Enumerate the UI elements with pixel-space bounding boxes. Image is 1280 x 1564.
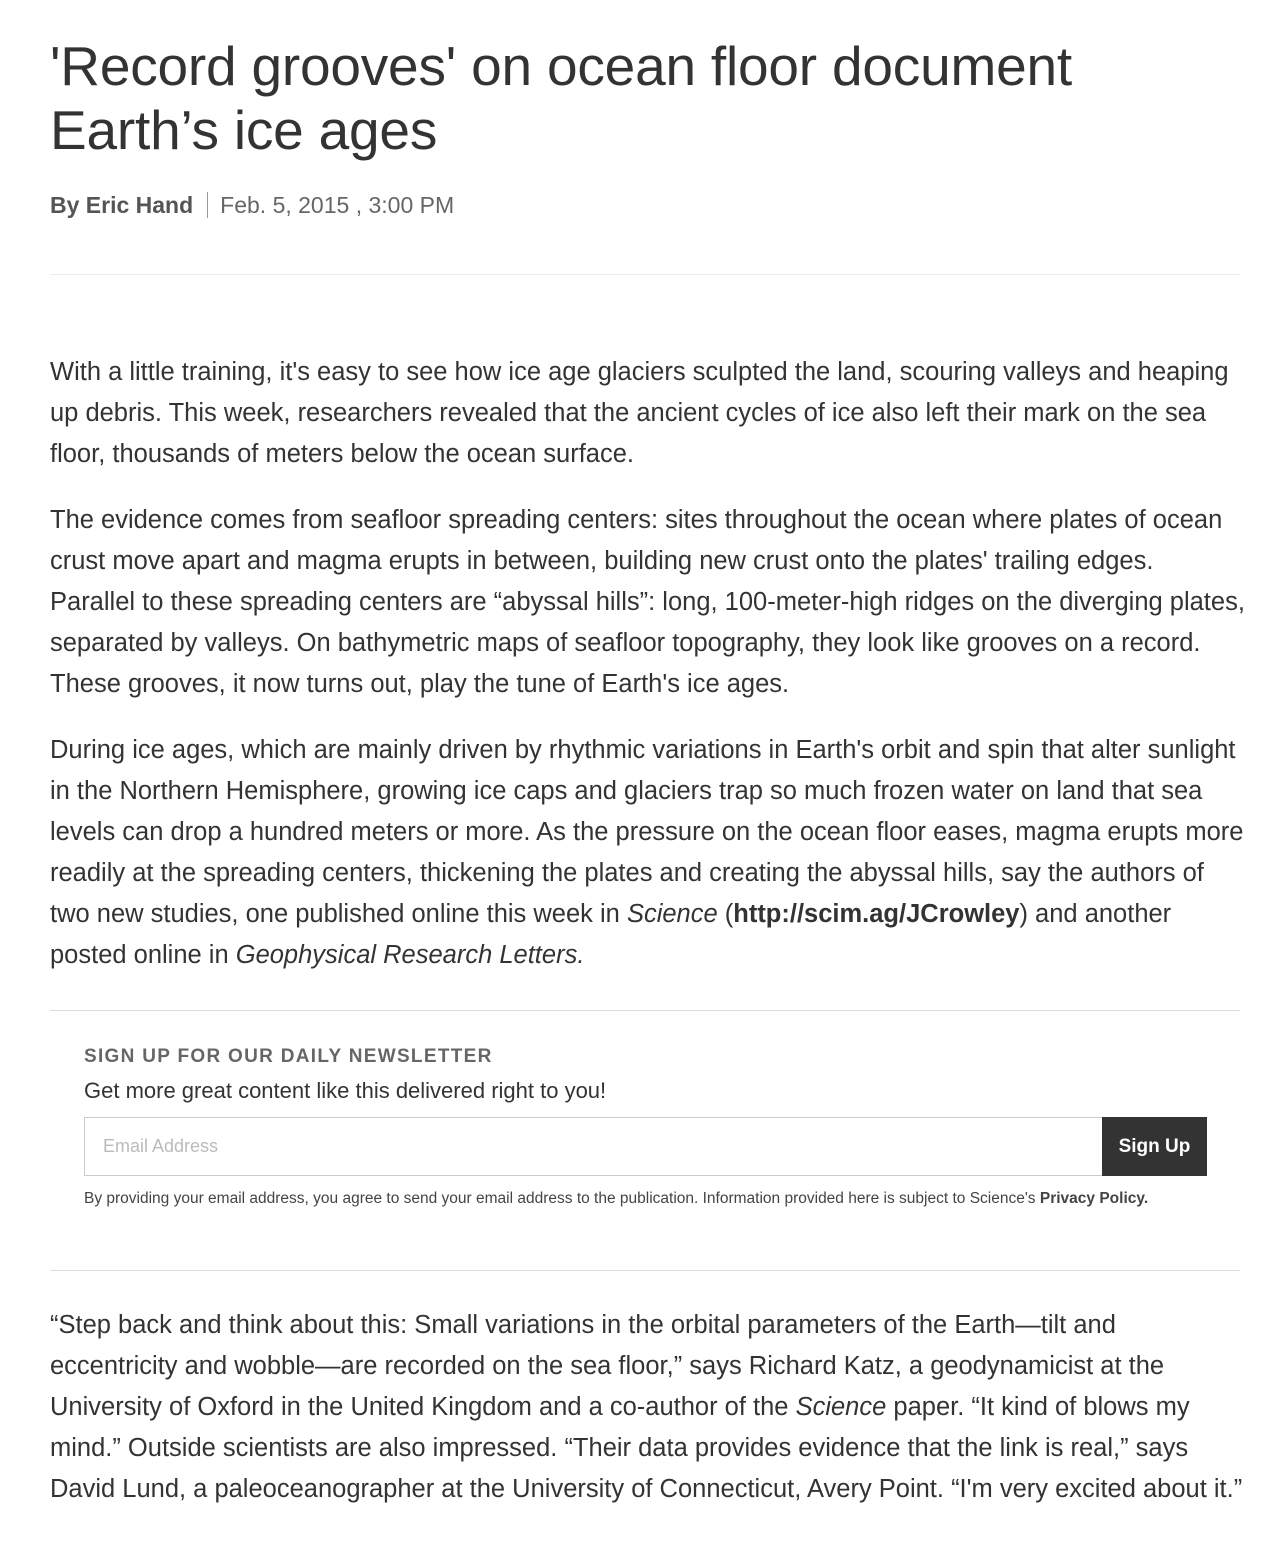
journal-grl: Geophysical Research Letters. (235, 941, 585, 969)
author-name[interactable]: By Eric Hand (50, 192, 194, 218)
newsletter-subheading: Get more great content like this delivered right to you! (84, 1078, 607, 1103)
journal-science: Science (626, 900, 718, 928)
byline (50, 190, 454, 220)
sign-up-button[interactable]: Sign Up (1102, 1117, 1207, 1176)
newsletter-heading: SIGN UP FOR OUR DAILY NEWSLETTER (84, 1046, 493, 1067)
paragraph-3-text-before: During ice ages, which are mainly driven by rhythmic variations in Earth's orbit and spin that alter sunlight in the Northern Hemisphere, growing ice caps and glaciers trap so much frozen water on land that sea levels can drop a hundred meters or more. As the pressure on the ocean floor eases, magma erupts more readily at the spreading centers, thickening the plates and creating the abyssal hills, say the authors of two new studies, one published online this week in (50, 736, 1244, 928)
privacy-policy-link[interactable]: Privacy Policy. (1039, 1190, 1149, 1207)
newsletter-disclaimer (84, 1186, 1209, 1212)
header-divider (50, 274, 1240, 275)
paragraph-3-text-middle: ) and another posted online in (50, 900, 1172, 969)
paragraph-1: With a little training, it's easy to see how ice age glaciers sculpted the land, scouring valleys and heaping up debris. This week, researchers revealed that the ancient cycles of ice also left their mark on the sea floor, thousands of meters below the ocean surface. (50, 358, 1229, 468)
email-input[interactable] (84, 1117, 1102, 1176)
newsletter-top-divider (50, 1010, 1240, 1011)
byline-separator (207, 192, 208, 218)
paren-open: ( (717, 900, 734, 928)
journal-science-2: Science (795, 1393, 887, 1421)
paragraph-4 (50, 1305, 1245, 1510)
science-paper-link[interactable]: http://scim.ag/JCrowley (733, 900, 1020, 928)
paragraph-3 (50, 730, 1245, 976)
publish-date: Feb. 5, 2015 , 3:00 PM (220, 192, 455, 218)
newsletter-bottom-divider (50, 1270, 1240, 1271)
newsletter-form (84, 1117, 1207, 1176)
paragraph-4-text-before: “Step back and think about this: Small variations in the orbital parameters of the Earth—tilt and eccentricity and wobble—are recorded on the sea floor,” says Richard Katz, a geodynamicist at the University of Oxford in the United Kingdom and a co-author of the (50, 1311, 1165, 1421)
paragraph-2: The evidence comes from seafloor spreading centers: sites throughout the ocean where plates of ocean crust move apart and magma erupts in between, building new crust onto the plates' trailing edges. Parallel to these spreading centers are “abyssal hills”: long, 100-meter-high ridges on the diverging plates, separated by valleys. On bathymetric maps of seafloor topography, they look like grooves on a record. These grooves, it now turns out, play the tune of Earth's ice ages. (50, 506, 1245, 698)
disclaimer-text: By providing your email address, you agree to send your email address to the publication. Information provided here is subject to Science's (84, 1190, 1040, 1207)
paragraph-4-text-after: paper. “It kind of blows my mind.” Outside scientists are also impressed. “Their data provides evidence that the link is real,” says David Lund, a paleoceanographer at the University of Connecticut, Avery Point. “I'm very excited about it.” (50, 1393, 1243, 1503)
article-title: 'Record grooves' on ocean floor document Earth’s ice ages (50, 35, 1072, 161)
